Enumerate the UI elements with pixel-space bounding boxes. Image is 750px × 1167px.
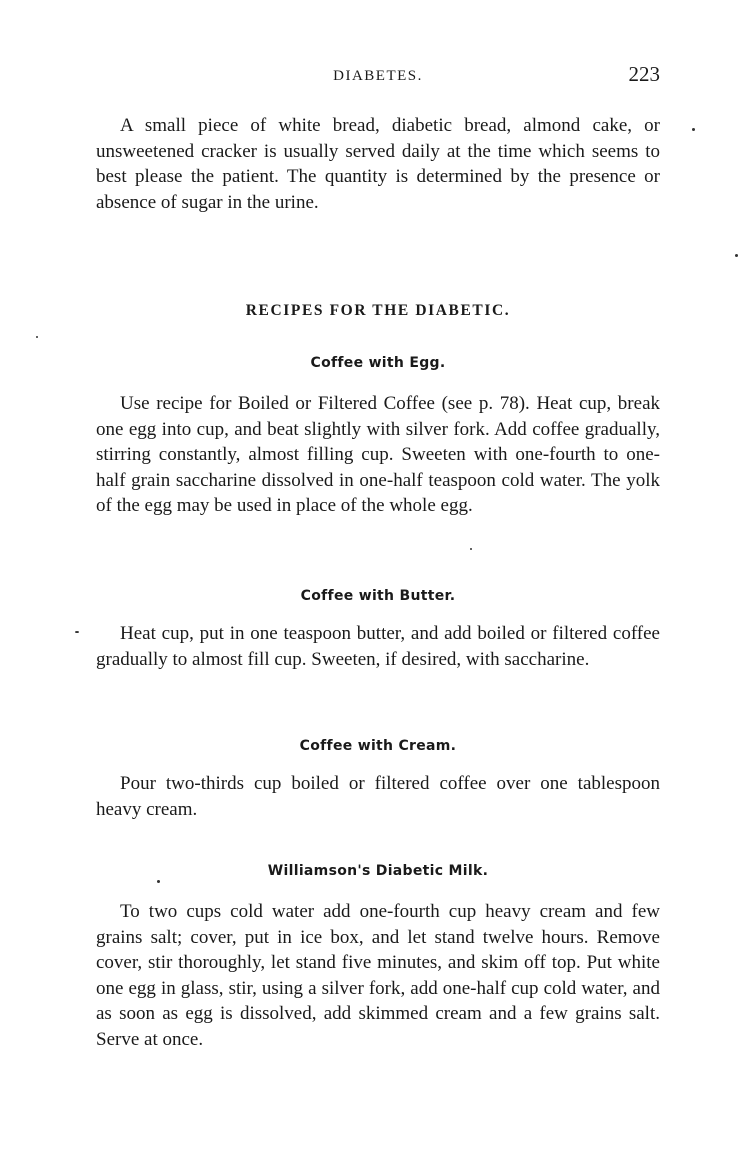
section-heading: RECIPES FOR THE DIABETIC. (245, 302, 511, 319)
recipe-text-coffee-with-egg: Use recipe for Boiled or Filtered Coffee (see p. 78). Heat cup, break one egg into cup, and beat slightly with silver fork. Add coffee gradually, stirring constantly, almost filling cup. Sweeten with one-fourth to one-half grain saccharine dissolved in one-half teaspoon cold water. The yolk of the egg may be used in place of the whole egg. (96, 393, 660, 516)
running-head (96, 62, 660, 96)
recipe-text-coffee-with-cream: Pour two-thirds cup boiled or filtered coffee over one tablespoon heavy cream. (96, 773, 660, 820)
recipe-title-coffee-with-cream: Coffee with Cream. (299, 738, 457, 754)
recipe-title-williamsons-diabetic-milk: Williamson's Diabetic Milk. (267, 863, 489, 879)
running-title: DIABETES. (333, 68, 423, 84)
paper-speck (157, 880, 160, 883)
intro-paragraph: A small piece of white bread, diabetic bread, almond cake, or unsweetened cracker is usually served daily at the time which seems to best please the patient. The quantity is determined by the presence or absence of sugar in the urine. (96, 115, 660, 213)
paper-speck (470, 548, 472, 550)
recipe-title-coffee-with-egg: Coffee with Egg. (310, 355, 446, 371)
paper-speck (692, 128, 695, 131)
recipe-text-williamsons-diabetic-milk: To two cups cold water add one-fourth cup heavy cream and few grains salt; cover, put in ice box, and let stand twelve hours. Remove cover, stir thoroughly, let stand five minutes, and skim off top. Put white one egg in glass, stir, using a silver fork, add one-half cup cold water, and as soon as egg is dissolved, add skimmed cream and a few grains salt. Serve at once. (96, 901, 660, 1050)
paper-speck (36, 336, 38, 338)
recipe-text-coffee-with-butter: Heat cup, put in one teaspoon butter, and add boiled or filtered coffee gradually to almost fill cup. Sweeten, if desired, with saccharine. (96, 623, 660, 670)
paper-speck (735, 254, 738, 257)
paper-speck (75, 631, 79, 633)
recipe-title-coffee-with-butter: Coffee with Butter. (300, 588, 456, 604)
page-number: 223 (628, 62, 660, 86)
